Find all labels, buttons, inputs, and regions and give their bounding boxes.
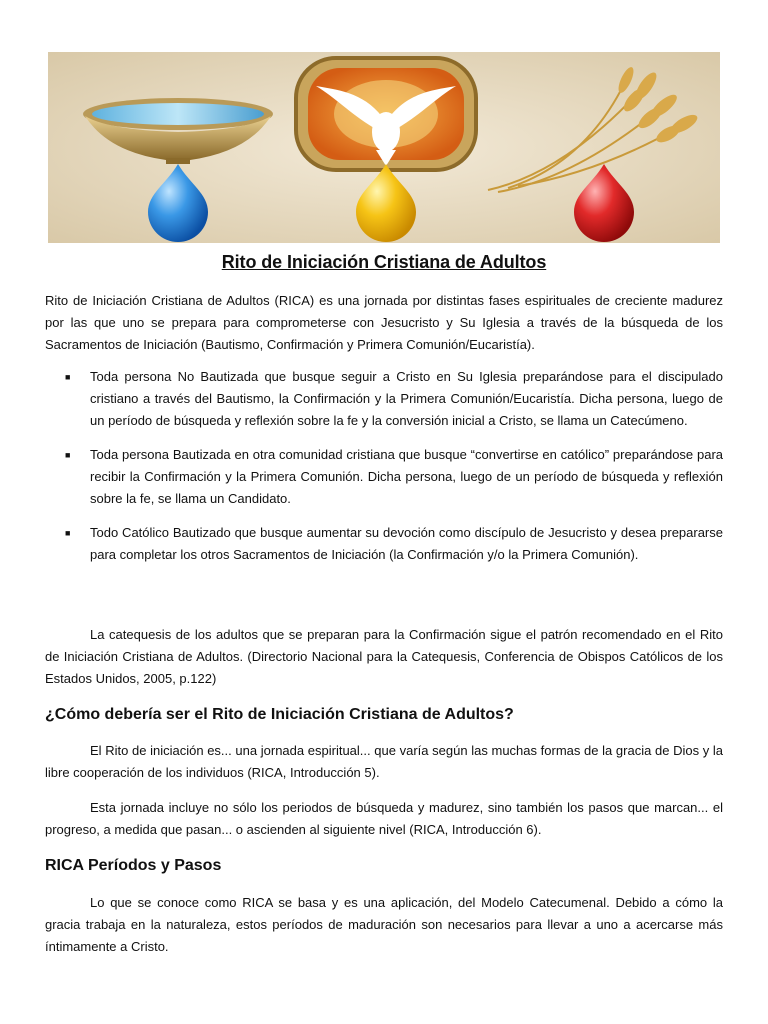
list-item [65, 444, 723, 510]
catequesis-paragraph: La catequesis de los adultos que se preparan para la Confirmación sigue el patrón recomendado en el Rito de Iniciación Cristiana de Adultos. (Directorio Nacional para la Catequesis, Conferencia de Obispos Católicos de los Estados Unidos, 2005, p.122) [45, 627, 723, 686]
bullet-marker: ■ [65, 372, 71, 382]
intro-paragraph: Rito de Iniciación Cristiana de Adultos (RICA) es una jornada por distintas fases espirituales de creciente madurez por las que uno se prepara para comprometerse con Jesucristo y Su Iglesia a través de la búsqueda de los Sacramentos de Iniciación (Bautismo, Confirmación y Primera Comunión/Eucaristía). [45, 293, 723, 352]
jornada-paragraph: El Rito de iniciación es... una jornada espiritual... que varía según las muchas formas de la gracia de Dios y la libre cooperación de los individuos (RICA, Introducción 5). [45, 743, 723, 780]
banner-illustration [48, 52, 720, 243]
bullet-list [65, 366, 723, 578]
list-item [65, 522, 723, 566]
modelo-paragraph: Lo que se conoce como RICA se basa y es una aplicación, del Modelo Catecumenal. Debido a cómo la gracia trabaja en la naturaleza, estos períodos de maduración son necesarios para llevar a uno a acercarse más íntimamente a Cristo. [45, 895, 723, 954]
periodos-paragraph: Esta jornada incluye no sólo los periodos de búsqueda y madurez, sino también los pasos que marcan... el progreso, a medida que pasan... o ascienden al siguiente nivel (RICA, Introducción 6). [45, 800, 723, 837]
bullet-marker: ■ [65, 450, 71, 460]
bullet-marker: ■ [65, 528, 71, 538]
bullet-text: Toda persona No Bautizada que busque seguir a Cristo en Su Iglesia preparándose para el discipulado cristiano a través del Bautismo, la Confirmación y la Primera Comunión/Eucaristía. Dicha persona, luego de un período de búsqueda y reflexión sobre la fe y la conversión inicial a Cristo, se llama un Catecúmeno. [90, 369, 723, 428]
section-heading-rica: RICA Períodos y Pasos [45, 857, 222, 874]
bullet-text: Toda persona Bautizada en otra comunidad cristiana que busque “convertirse en católico” preparándose para recibir la Confirmación y la Primera Comunión. Dicha persona, luego de un período de búsqueda y reflexión sobre la fe, se llama un Candidato. [90, 447, 723, 506]
document-title: Rito de Iniciación Cristiana de Adultos [221, 252, 547, 272]
dove-icon [296, 58, 476, 170]
list-item [65, 366, 723, 432]
section-heading-como: ¿Cómo debería ser el Rito de Iniciación Cristiana de Adultos? [45, 706, 514, 723]
bullet-text: Todo Católico Bautizado que busque aumentar su devoción como discípulo de Jesucristo y desea prepararse para completar los otros Sacramentos de Iniciación (la Confirmación y/o la Primera Comunión). [90, 525, 723, 562]
sacraments-banner [48, 52, 720, 243]
